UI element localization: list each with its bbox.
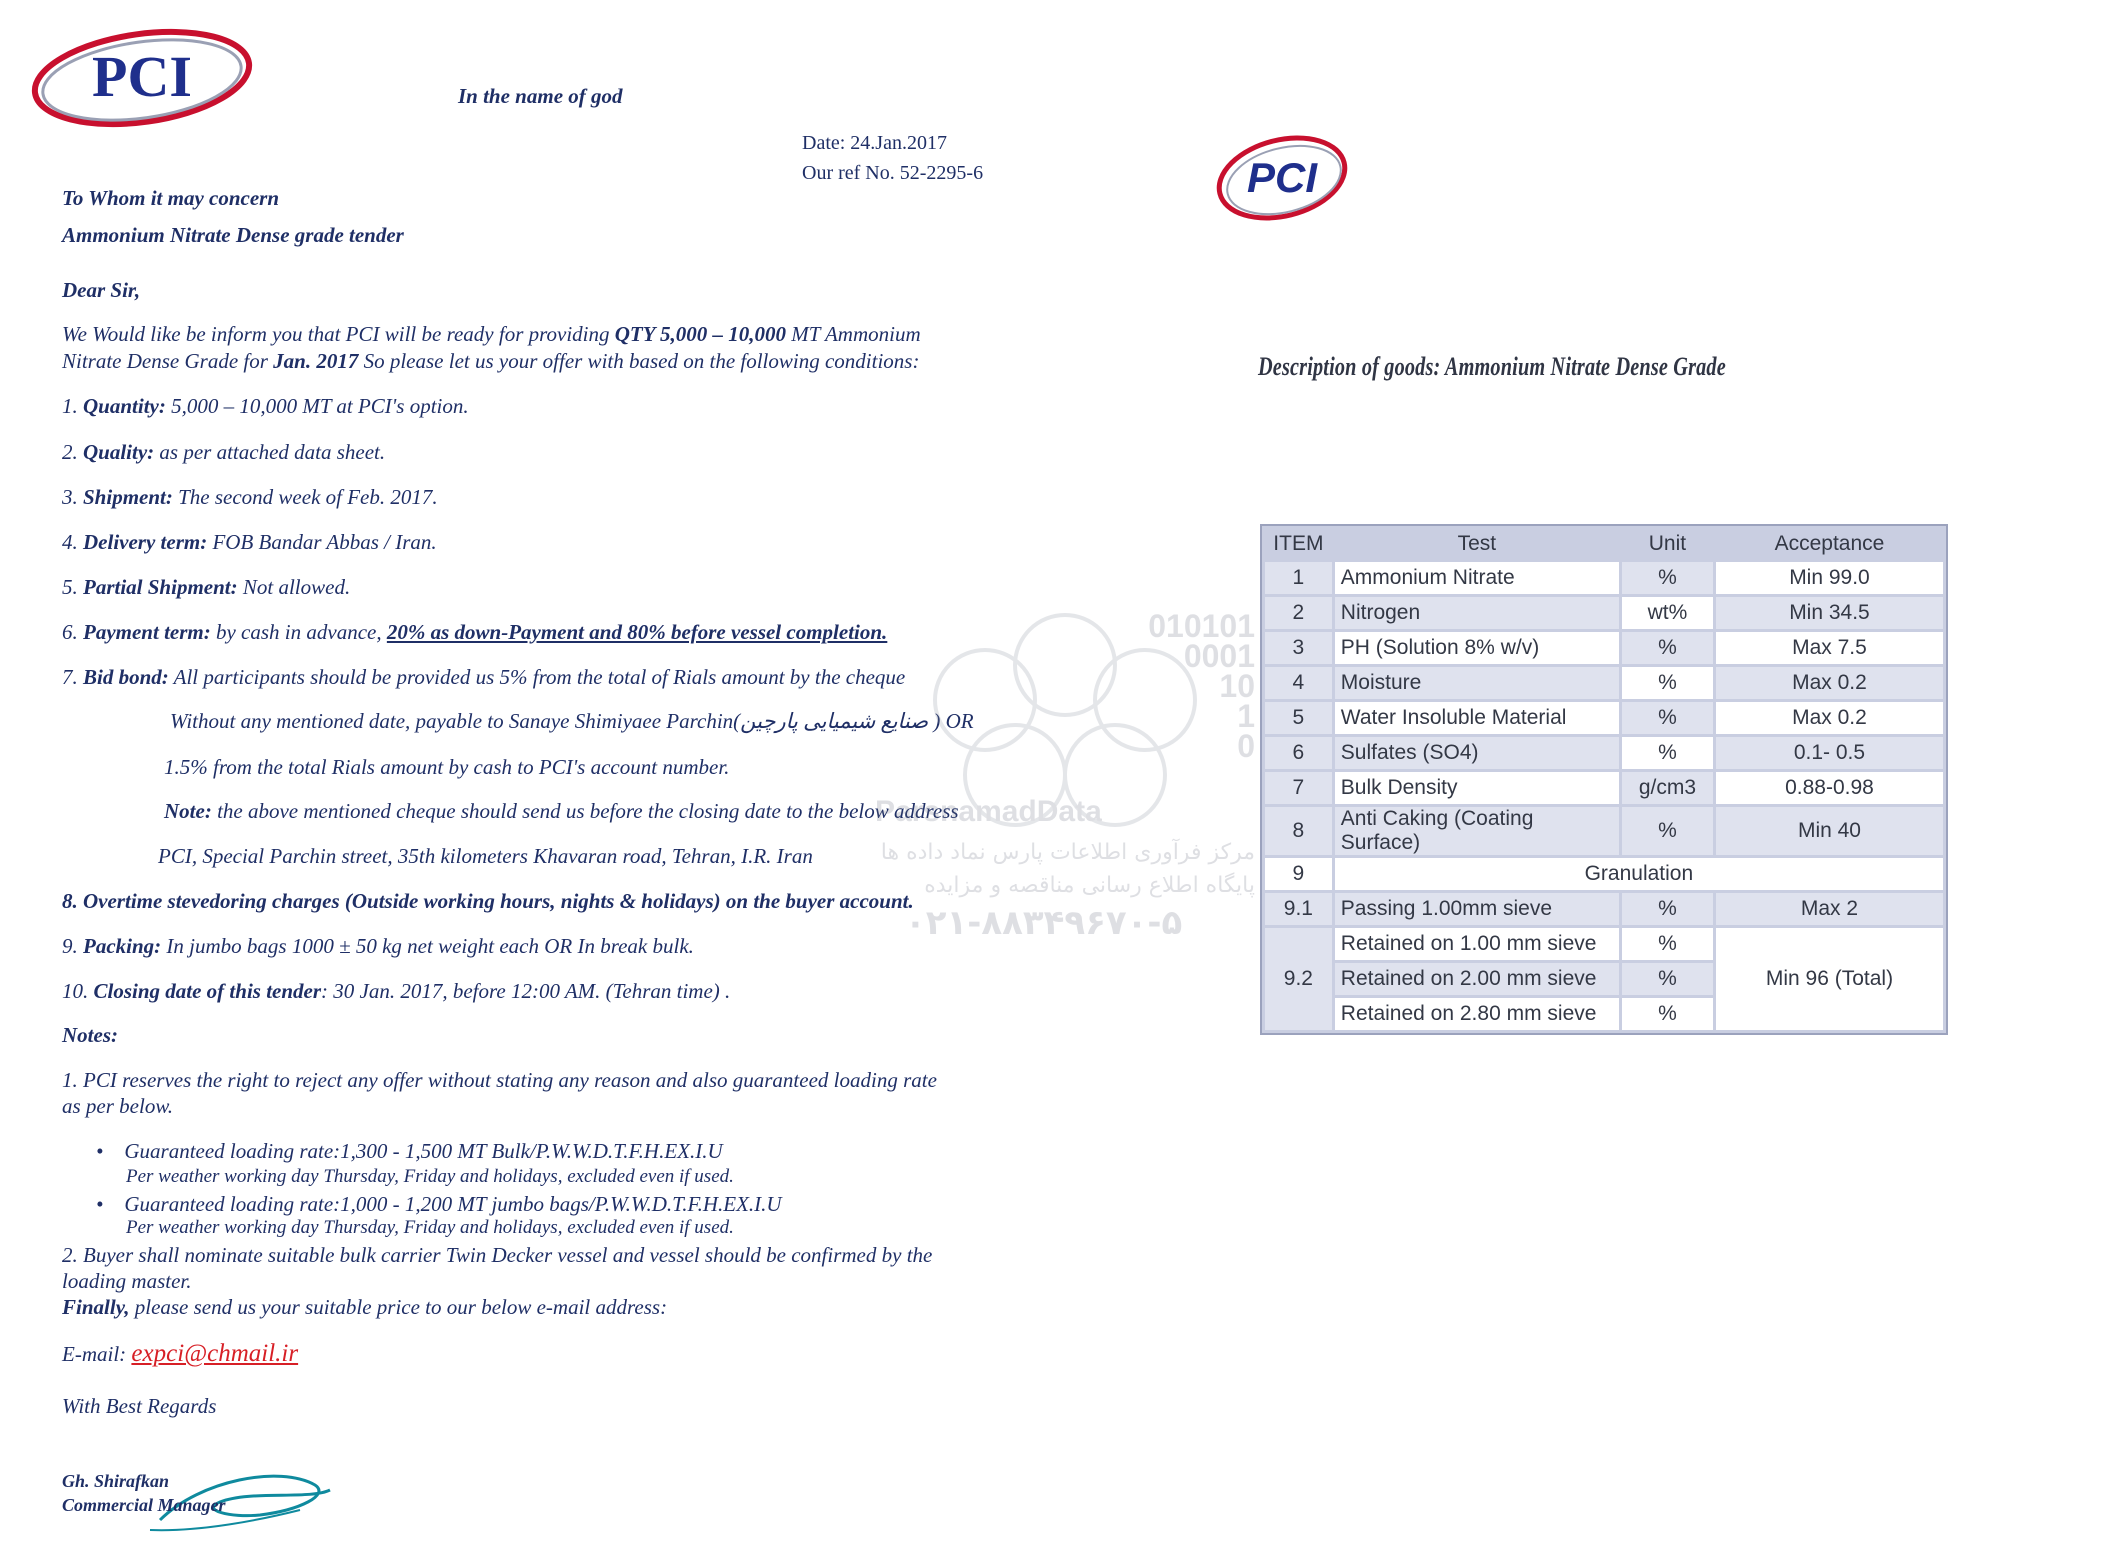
cell-unit: % bbox=[1622, 562, 1713, 594]
cell-acceptance: Max 0.2 bbox=[1716, 667, 1943, 699]
cell-acceptance: Min 99.0 bbox=[1716, 562, 1943, 594]
email-label: E-mail: bbox=[62, 1342, 132, 1366]
intro-line-2 bbox=[62, 348, 1047, 375]
table-row bbox=[1265, 928, 1943, 960]
condition-label: Shipment: bbox=[83, 485, 173, 509]
cell-acceptance: Max 0.2 bbox=[1716, 702, 1943, 734]
table-header-row bbox=[1265, 529, 1943, 559]
table-row bbox=[1265, 632, 1943, 664]
binary-line: 0 bbox=[1237, 728, 1255, 764]
condition-label: Quality: bbox=[83, 440, 155, 464]
cell-acceptance: 0.1- 0.5 bbox=[1716, 737, 1943, 769]
condition-label: Closing date of this tender bbox=[93, 979, 322, 1003]
cell-unit: % bbox=[1622, 998, 1713, 1030]
cell-unit: % bbox=[1622, 893, 1713, 925]
email-link[interactable]: expci@chmail.ir bbox=[131, 1340, 299, 1367]
condition-number: 5. bbox=[62, 575, 78, 599]
cell-acceptance: Min 96 (Total) bbox=[1716, 928, 1943, 1030]
condition-label: Packing: bbox=[83, 934, 162, 958]
watermark-binary bbox=[1055, 608, 1255, 764]
cell-item: 9.2 bbox=[1265, 928, 1332, 1030]
finally-label: Finally, bbox=[62, 1295, 130, 1319]
cell-acceptance: Max 2 bbox=[1716, 893, 1943, 925]
condition-number: 9. bbox=[62, 934, 78, 958]
signer-title: Commercial Manager bbox=[62, 1495, 226, 1515]
invocation: In the name of god bbox=[458, 84, 623, 108]
svg-text:PCI: PCI bbox=[1246, 154, 1318, 201]
watermark-brand: ParsnamadData bbox=[875, 795, 1102, 828]
condition-text: Not allowed. bbox=[237, 575, 351, 599]
cell-unit: g/cm3 bbox=[1622, 772, 1713, 804]
table-row bbox=[1265, 772, 1943, 804]
cell-item: 7 bbox=[1265, 772, 1332, 804]
condition-3 bbox=[62, 484, 1047, 511]
cell-unit: % bbox=[1622, 928, 1713, 960]
salutation: Dear Sir, bbox=[62, 278, 141, 302]
intro-text: We Would like be inform you that PCI will be ready for providing bbox=[62, 322, 615, 346]
bid-bond-line-2: Without any mentioned date, payable to Sanaye Shimiyaee Parchin(صنایع شیمیایی پارچین ) OR bbox=[170, 709, 974, 733]
condition-text: All participants should be provided us 5% from the total of Rials amount by the cheque bbox=[168, 665, 906, 689]
col-header-acceptance: Acceptance bbox=[1716, 529, 1943, 559]
condition-label: Bid bond: bbox=[83, 665, 169, 689]
cell-item: 6 bbox=[1265, 737, 1332, 769]
signer-name: Gh. Shirafkan bbox=[62, 1471, 170, 1491]
condition-number: 3. bbox=[62, 485, 78, 509]
binary-line: 1 bbox=[1237, 698, 1255, 734]
binary-line: 010101 bbox=[1148, 608, 1255, 644]
condition-10 bbox=[62, 978, 1047, 1005]
condition-text: : 30 Jan. 2017, before 12:00 AM. (Tehran time) . bbox=[321, 979, 731, 1003]
bid-bond-line-3: 1.5% from the total Rials amount by cash to PCI's account number. bbox=[164, 755, 730, 779]
condition-number: 7. bbox=[62, 665, 78, 689]
table-row bbox=[1265, 667, 1943, 699]
cell-item: 9 bbox=[1265, 858, 1332, 890]
cell-unit: % bbox=[1622, 702, 1713, 734]
condition-number: 6. bbox=[62, 620, 78, 644]
granulation-row bbox=[1265, 858, 1943, 890]
cell-item: 4 bbox=[1265, 667, 1332, 699]
cell-test: Retained on 2.00 mm sieve bbox=[1335, 963, 1619, 995]
binary-line: 0001 bbox=[1183, 638, 1255, 674]
condition-text: The second week of Feb. 2017. bbox=[172, 485, 438, 509]
condition-1 bbox=[62, 393, 1047, 420]
note-1-line-2: as per below. bbox=[62, 1094, 174, 1118]
finally-line bbox=[62, 1294, 1047, 1321]
bullet-subline: Per weather working day Thursday, Friday and holidays, excluded even if used. bbox=[126, 1166, 734, 1187]
col-header-item: ITEM bbox=[1265, 529, 1332, 559]
cell-test: Water Insoluble Material bbox=[1335, 702, 1619, 734]
condition-text: Overtime stevedoring charges (Outside working hours, nights & holidays) on the buyer account. bbox=[83, 889, 914, 913]
cell-unit: % bbox=[1622, 667, 1713, 699]
cell-test: Moisture bbox=[1335, 667, 1619, 699]
cell-acceptance: 0.88-0.98 bbox=[1716, 772, 1943, 804]
cell-item: 9.1 bbox=[1265, 893, 1332, 925]
condition-2 bbox=[62, 439, 1047, 466]
intro-text: MT Ammonium bbox=[786, 322, 921, 346]
cell-test: Sulfates (SO4) bbox=[1335, 737, 1619, 769]
cell-test: Nitrogen bbox=[1335, 597, 1619, 629]
bullet-item bbox=[96, 1192, 782, 1217]
condition-text: In jumbo bags 1000 ± 50 kg net weight each OR In break bulk. bbox=[161, 934, 694, 958]
pci-logo bbox=[30, 22, 255, 132]
condition-label: Delivery term: bbox=[83, 530, 208, 554]
notes-heading: Notes: bbox=[62, 1023, 118, 1047]
condition-4 bbox=[62, 529, 1047, 556]
condition-number: 2. bbox=[62, 440, 78, 464]
condition-text: FOB Bandar Abbas / Iran. bbox=[207, 530, 437, 554]
note-text: the above mentioned cheque should send us before the closing date to the below address bbox=[211, 799, 959, 823]
cell-unit: % bbox=[1622, 632, 1713, 664]
bullet-dot: • bbox=[96, 1192, 125, 1216]
intro-month: Jan. 2017 bbox=[273, 349, 359, 373]
finally-text: please send us your suitable price to our below e-mail address: bbox=[129, 1295, 668, 1319]
watermark-phone: ۰۲۱-۸۸۳۴۹۶۷۰-۵ bbox=[905, 903, 1183, 943]
condition-text: as per attached data sheet. bbox=[154, 440, 386, 464]
bullet-dot: • bbox=[96, 1139, 125, 1163]
table-row bbox=[1265, 702, 1943, 734]
cell-test: Ammonium Nitrate bbox=[1335, 562, 1619, 594]
bullet-text: Guaranteed loading rate:1,000 - 1,200 MT jumbo bags/P.W.W.D.T.F.H.EX.I.U bbox=[124, 1192, 782, 1216]
table-row bbox=[1265, 597, 1943, 629]
watermark-line-2: پایگاه اطلاع رسانی مناقصه و مزایده bbox=[924, 873, 1255, 898]
recipient: To Whom it may concern bbox=[62, 186, 280, 210]
condition-number: 8. bbox=[62, 889, 78, 913]
cell-item: 8 bbox=[1265, 807, 1332, 855]
date-block bbox=[802, 128, 983, 188]
datasheet-title: Description of goods: Ammonium Nitrate Dense Grade bbox=[1258, 352, 1726, 381]
cell-item: 3 bbox=[1265, 632, 1332, 664]
condition-number: 1. bbox=[62, 394, 78, 418]
cell-item: 5 bbox=[1265, 702, 1332, 734]
payment-emphasis: 20% as down-Payment and 80% before vessel completion. bbox=[386, 620, 888, 644]
watermark-line-1: مرکز فرآوری اطلاعات پارس نماد داده ها bbox=[880, 840, 1255, 865]
cell-acceptance: Min 40 bbox=[1716, 807, 1943, 855]
col-header-test: Test bbox=[1335, 529, 1619, 559]
condition-number: 4. bbox=[62, 530, 78, 554]
watermark bbox=[865, 605, 1265, 975]
pci-logo-small bbox=[1212, 130, 1352, 225]
table-row bbox=[1265, 893, 1943, 925]
note-2-line-1: 2. Buyer shall nominate suitable bulk carrier Twin Decker vessel and vessel should be confirmed by the bbox=[62, 1243, 933, 1267]
intro-text: Nitrate Dense Grade for bbox=[62, 349, 274, 373]
cell-unit: % bbox=[1622, 807, 1713, 855]
bullet-subline: Per weather working day Thursday, Friday and holidays, excluded even if used. bbox=[126, 1217, 734, 1238]
note-1-line-1: 1. PCI reserves the right to reject any offer without stating any reason and also guaranteed loading rate bbox=[62, 1068, 937, 1092]
spec-table bbox=[1260, 524, 1948, 1035]
regards: With Best Regards bbox=[62, 1394, 217, 1418]
subject: Ammonium Nitrate Dense grade tender bbox=[62, 223, 404, 247]
note-2-line-2: loading master. bbox=[62, 1269, 192, 1293]
condition-5 bbox=[62, 574, 1047, 601]
svg-text:PCI: PCI bbox=[92, 44, 192, 109]
cell-test: Retained on 2.80 mm sieve bbox=[1335, 998, 1619, 1030]
intro-qty: QTY 5,000 – 10,000 bbox=[614, 322, 787, 346]
table-row bbox=[1265, 737, 1943, 769]
note-label: Note: bbox=[164, 799, 212, 823]
condition-text: 5,000 – 10,000 MT at PCI's option. bbox=[165, 394, 469, 418]
cell-acceptance: Max 7.5 bbox=[1716, 632, 1943, 664]
cell-test: Retained on 1.00 mm sieve bbox=[1335, 928, 1619, 960]
condition-label: Quantity: bbox=[83, 394, 166, 418]
cell-test: PH (Solution 8% w/v) bbox=[1335, 632, 1619, 664]
bullet-item bbox=[96, 1139, 723, 1164]
granulation-label: Granulation bbox=[1335, 858, 1943, 890]
cell-test: Bulk Density bbox=[1335, 772, 1619, 804]
cell-test: Anti Caking (Coating Surface) bbox=[1335, 807, 1619, 855]
col-header-unit: Unit bbox=[1622, 529, 1713, 559]
address: PCI, Special Parchin street, 35th kilometers Khavaran road, Tehran, I.R. Iran bbox=[158, 844, 813, 868]
condition-label: Payment term: bbox=[83, 620, 211, 644]
binary-line: 10 bbox=[1219, 668, 1255, 704]
cell-unit: wt% bbox=[1622, 597, 1713, 629]
date: Date: 24.Jan.2017 bbox=[802, 132, 947, 154]
intro-line-1 bbox=[62, 321, 1047, 348]
table-row bbox=[1265, 562, 1943, 594]
cell-unit: % bbox=[1622, 737, 1713, 769]
cell-unit: % bbox=[1622, 963, 1713, 995]
condition-number: 10. bbox=[62, 979, 89, 1003]
table-row bbox=[1265, 807, 1943, 855]
cell-item: 2 bbox=[1265, 597, 1332, 629]
cell-test: Passing 1.00mm sieve bbox=[1335, 893, 1619, 925]
bullet-text: Guaranteed loading rate:1,300 - 1,500 MT Bulk/P.W.W.D.T.F.H.EX.I.U bbox=[124, 1139, 723, 1163]
email-line bbox=[62, 1340, 1047, 1368]
condition-text: by cash in advance, bbox=[210, 620, 387, 644]
intro-text: So please let us your offer with based on the following conditions: bbox=[358, 349, 920, 373]
reference-number: Our ref No. 52-2295-6 bbox=[802, 162, 984, 184]
condition-label: Partial Shipment: bbox=[83, 575, 238, 599]
cell-item: 1 bbox=[1265, 562, 1332, 594]
cell-acceptance: Min 34.5 bbox=[1716, 597, 1943, 629]
